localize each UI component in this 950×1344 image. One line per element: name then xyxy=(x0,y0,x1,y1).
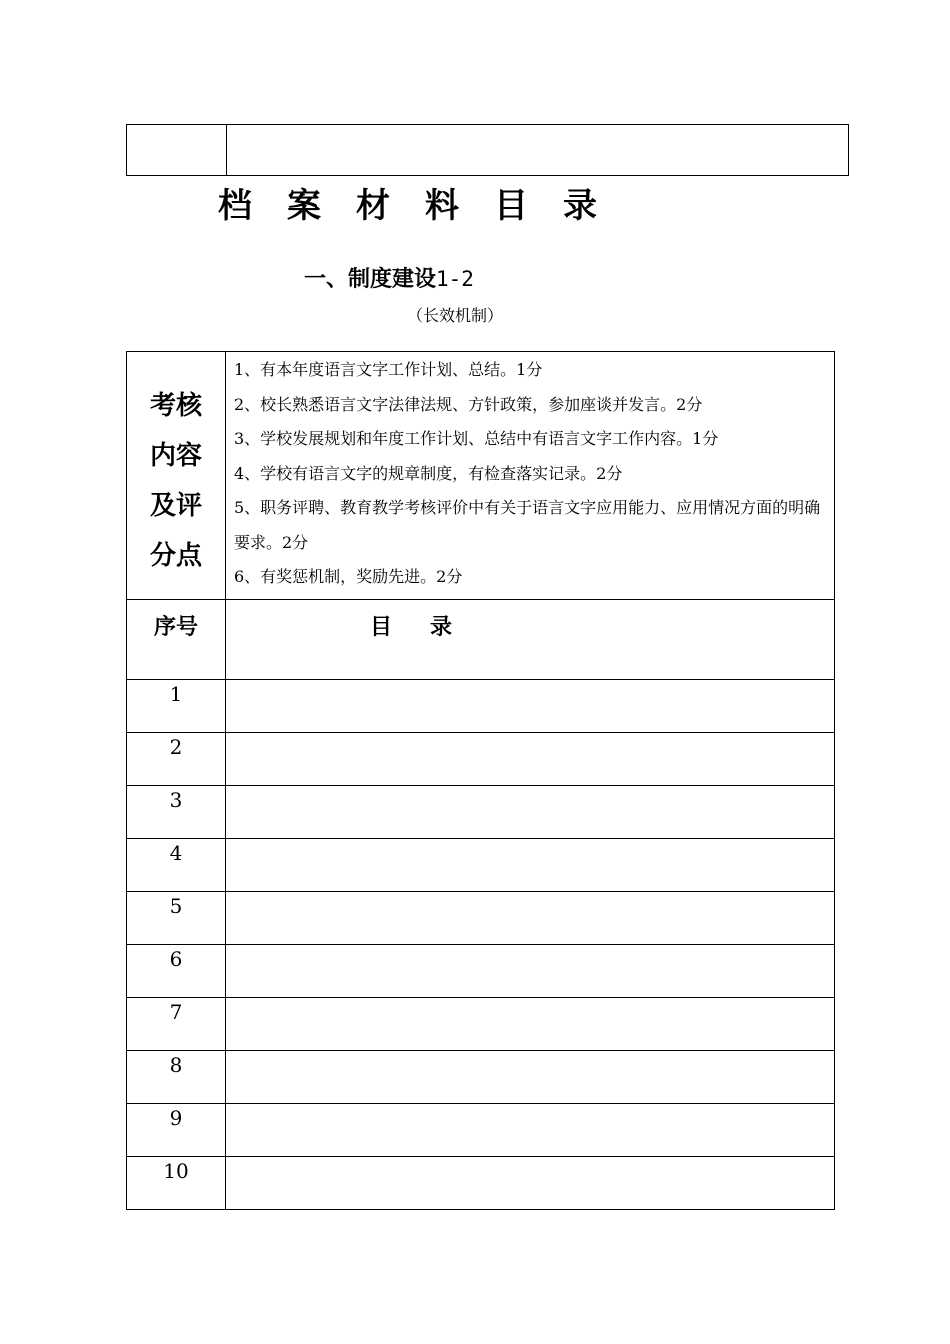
table-row xyxy=(127,838,835,891)
table-row xyxy=(127,1103,835,1156)
criteria-label xyxy=(127,369,225,581)
seq-number: 7 xyxy=(169,999,183,1024)
seq-cell xyxy=(127,679,226,732)
criteria-item: 1、有本年度语言文字工作计划、总结。1分 xyxy=(234,360,543,379)
archive-table xyxy=(126,351,835,1210)
seq-number: 1 xyxy=(169,681,183,706)
table-row xyxy=(127,785,835,838)
seq-number: 3 xyxy=(169,787,183,812)
criteria-list xyxy=(226,352,835,600)
entry-cell xyxy=(226,1050,835,1103)
seq-cell xyxy=(127,1103,226,1156)
table-row xyxy=(127,679,835,732)
entry-cell xyxy=(226,1156,835,1209)
seq-number: 4 xyxy=(169,840,183,865)
table-row xyxy=(127,891,835,944)
table-row xyxy=(127,997,835,1050)
entry-cell xyxy=(226,838,835,891)
section-subtitle: （长效机制） xyxy=(407,306,504,325)
entry-cell xyxy=(226,732,835,785)
seq-cell xyxy=(127,997,226,1050)
seq-cell xyxy=(127,838,226,891)
entry-cell xyxy=(226,679,835,732)
criteria-label-line: 及评 xyxy=(149,491,202,522)
seq-cell xyxy=(127,891,226,944)
entry-cell xyxy=(226,944,835,997)
entry-cell xyxy=(226,891,835,944)
header-box-right-cell xyxy=(227,125,848,175)
entry-cell xyxy=(226,997,835,1050)
criteria-row xyxy=(127,352,835,600)
table-row xyxy=(127,1050,835,1103)
seq-cell xyxy=(127,732,226,785)
seq-number: 9 xyxy=(169,1105,183,1130)
seq-cell xyxy=(127,785,226,838)
header-box xyxy=(126,124,849,176)
criteria-item: 2、校长熟悉语言文字法律法规、方针政策，参加座谈并发言。2分 xyxy=(234,394,703,414)
criteria-label-line: 内容 xyxy=(149,441,202,472)
seq-cell xyxy=(127,944,226,997)
header-seq-cell xyxy=(127,599,226,679)
criteria-label-line: 考核 xyxy=(149,391,202,422)
criteria-item: 6、有奖惩机制，奖励先进。2分 xyxy=(234,567,463,586)
criteria-item: 5、职务评聘、教育教学考核评价中有关于语言文字应用能力、应用情况方面的明确要求。2分 xyxy=(234,498,821,552)
header-dir-cell xyxy=(226,599,835,679)
seq-number: 2 xyxy=(169,734,183,759)
header-directory: 目录 xyxy=(370,614,491,640)
header-seq: 序号 xyxy=(153,614,198,640)
table-header-row xyxy=(127,599,835,679)
section-title xyxy=(304,262,474,293)
header-box-left-cell xyxy=(127,125,227,175)
seq-number: 6 xyxy=(169,946,183,971)
criteria-label-line: 分点 xyxy=(149,541,202,572)
seq-number: 8 xyxy=(169,1052,183,1077)
entry-cell xyxy=(226,785,835,838)
seq-cell xyxy=(127,1156,226,1209)
criteria-item: 3、学校发展规划和年度工作计划、总结中有语言文字工作内容。1分 xyxy=(234,429,719,448)
criteria-item: 4、学校有语言文字的规章制度，有检查落实记录。2分 xyxy=(234,463,623,483)
table-row xyxy=(127,1156,835,1209)
criteria-label-cell xyxy=(127,352,226,600)
seq-number: 10 xyxy=(163,1158,189,1183)
entry-cell xyxy=(226,1103,835,1156)
section-title-text: 一、制度建设 xyxy=(304,267,437,292)
seq-cell xyxy=(127,1050,226,1103)
seq-number: 5 xyxy=(169,893,183,918)
table-row xyxy=(127,944,835,997)
table-row xyxy=(127,732,835,785)
section-number: 1-2 xyxy=(436,267,474,291)
document-title: 档案材料目录 xyxy=(218,186,632,226)
